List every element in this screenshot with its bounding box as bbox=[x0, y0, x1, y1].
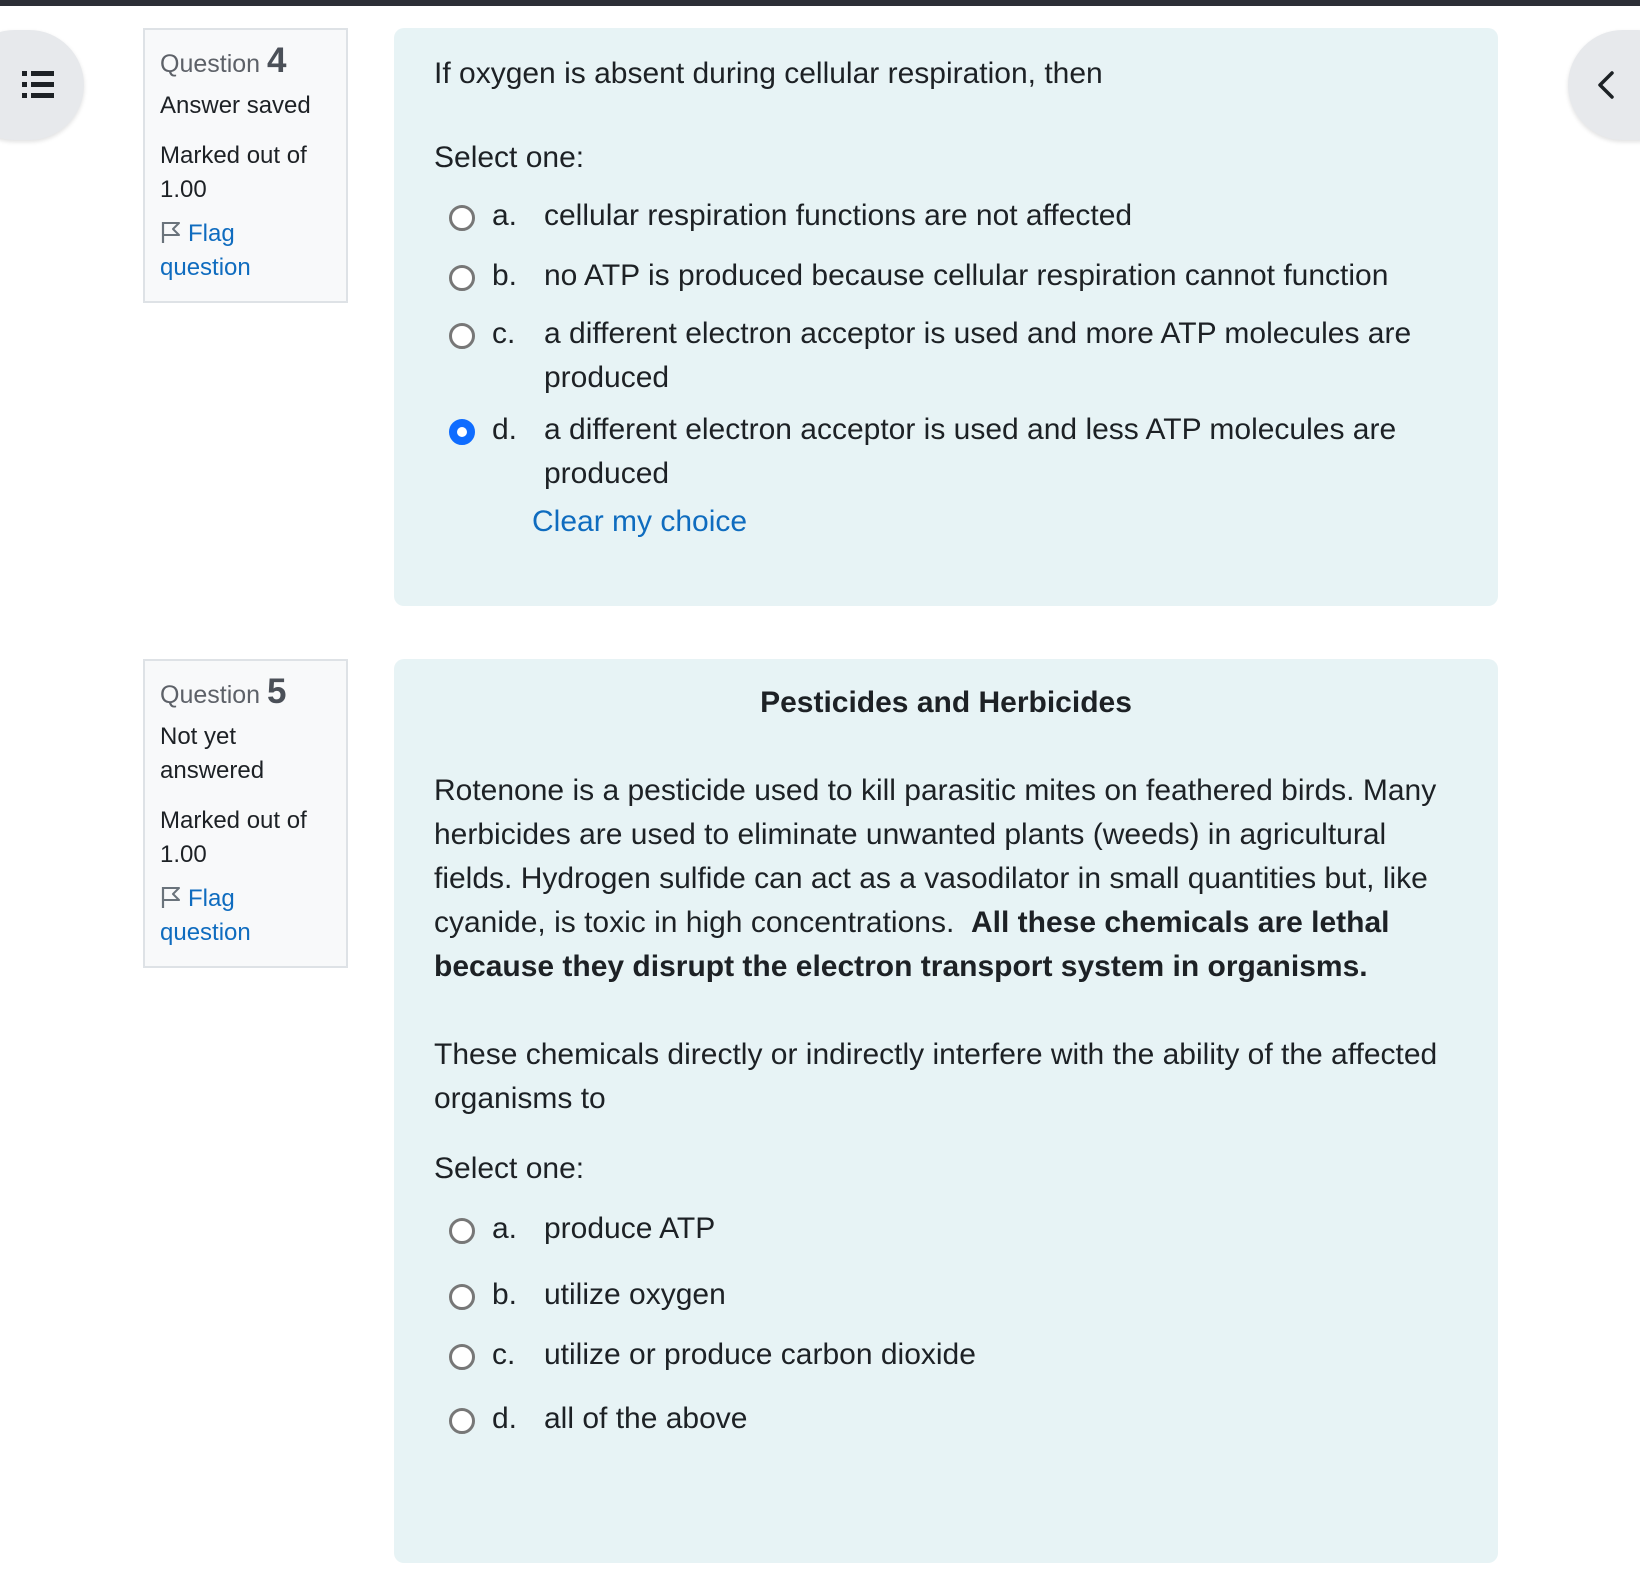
question-number-line bbox=[160, 41, 332, 81]
question-label: Question bbox=[160, 681, 261, 709]
question-number: 5 bbox=[267, 672, 287, 711]
question-info-q5 bbox=[143, 659, 348, 968]
radio-button[interactable] bbox=[449, 265, 475, 291]
answer-text: cellular respiration functions are not affected bbox=[544, 199, 1133, 232]
question-text: These chemicals directly or indirectly interfere with the ability of the affected organisms to bbox=[434, 1038, 1438, 1115]
flag-icon bbox=[160, 885, 182, 909]
question-state: Answer saved bbox=[160, 92, 311, 119]
answer-letter: d. bbox=[492, 1402, 518, 1435]
flag-question-label: Flag question bbox=[160, 220, 251, 281]
answer-text: produce ATP bbox=[544, 1212, 716, 1245]
answer-text: no ATP is produced because cellular respiration cannot function bbox=[544, 259, 1389, 292]
list-icon bbox=[22, 70, 54, 100]
radio-button[interactable] bbox=[449, 205, 475, 231]
answer-option-c[interactable] bbox=[434, 312, 1458, 408]
answer-letter: b. bbox=[492, 259, 518, 292]
answer-letter: c. bbox=[492, 317, 516, 350]
answer-text: a different electron acceptor is used and more ATP molecules are produced bbox=[544, 317, 1412, 394]
radio-button[interactable] bbox=[449, 1408, 475, 1434]
passage-paragraph bbox=[434, 769, 1458, 989]
answer-option-d[interactable] bbox=[434, 408, 1458, 500]
chevron-left-icon bbox=[1592, 70, 1622, 100]
answer-option-a[interactable] bbox=[434, 194, 1458, 254]
select-one-prompt: Select one: bbox=[434, 141, 585, 174]
question-label: Question bbox=[160, 50, 261, 78]
question-info-q4 bbox=[143, 28, 348, 303]
radio-button[interactable] bbox=[449, 1218, 475, 1244]
radio-button[interactable] bbox=[449, 1344, 475, 1370]
radio-button[interactable] bbox=[449, 1284, 475, 1310]
question-number: 4 bbox=[267, 41, 287, 80]
flag-question-link[interactable] bbox=[160, 882, 332, 950]
answer-letter: a. bbox=[492, 1212, 518, 1245]
question-number-line bbox=[160, 672, 332, 712]
answer-option-a[interactable] bbox=[434, 1207, 1458, 1273]
flag-question-link[interactable] bbox=[160, 217, 332, 285]
answer-letter: d. bbox=[492, 413, 518, 446]
radio-button-selected[interactable] bbox=[449, 419, 475, 445]
answer-option-b[interactable] bbox=[434, 1273, 1458, 1333]
answer-text: utilize oxygen bbox=[544, 1278, 726, 1311]
radio-button[interactable] bbox=[449, 323, 475, 349]
answer-text: all of the above bbox=[544, 1402, 748, 1435]
answer-option-b[interactable] bbox=[434, 254, 1458, 312]
answer-option-d[interactable] bbox=[434, 1397, 1458, 1457]
question-text: If oxygen is absent during cellular respiration, then bbox=[434, 57, 1103, 90]
question-grade: Marked out of 1.00 bbox=[160, 142, 307, 203]
answer-text: a different electron acceptor is used and less ATP molecules are produced bbox=[544, 413, 1397, 490]
question-state: Not yet answered bbox=[160, 723, 265, 784]
flag-question-label: Flag question bbox=[160, 885, 251, 946]
clear-my-choice-link[interactable]: Clear my choice bbox=[532, 505, 748, 538]
question-grade: Marked out of 1.00 bbox=[160, 807, 307, 868]
answer-option-c[interactable] bbox=[434, 1333, 1458, 1397]
passage-heading: Pesticides and Herbicides bbox=[760, 686, 1132, 719]
answer-letter: b. bbox=[492, 1278, 518, 1311]
question-content-q5 bbox=[394, 659, 1498, 1563]
question-content-q4 bbox=[394, 28, 1498, 606]
flag-icon bbox=[160, 220, 182, 244]
passage-text: Rotenone is a pesticide used to kill parasitic mites on feathered birds. Many herbicides are used to eliminate unwanted plants (weeds) in agricultural fields. Hydrogen sulfide can act as a vasodilator in small quantities but, like cyanide, is toxic in high concentrations. bbox=[434, 774, 1437, 939]
answer-letter: a. bbox=[492, 199, 518, 232]
answer-letter: c. bbox=[492, 1338, 516, 1371]
top-bar bbox=[0, 0, 1640, 6]
answer-text: utilize or produce carbon dioxide bbox=[544, 1338, 976, 1371]
select-one-prompt: Select one: bbox=[434, 1152, 585, 1185]
course-index-toggle-button[interactable] bbox=[0, 30, 84, 140]
passage-bold-text: All these chemicals are lethal because they disrupt the electron transport system in organisms. bbox=[434, 906, 1390, 983]
block-drawer-toggle-button[interactable] bbox=[1568, 30, 1640, 140]
